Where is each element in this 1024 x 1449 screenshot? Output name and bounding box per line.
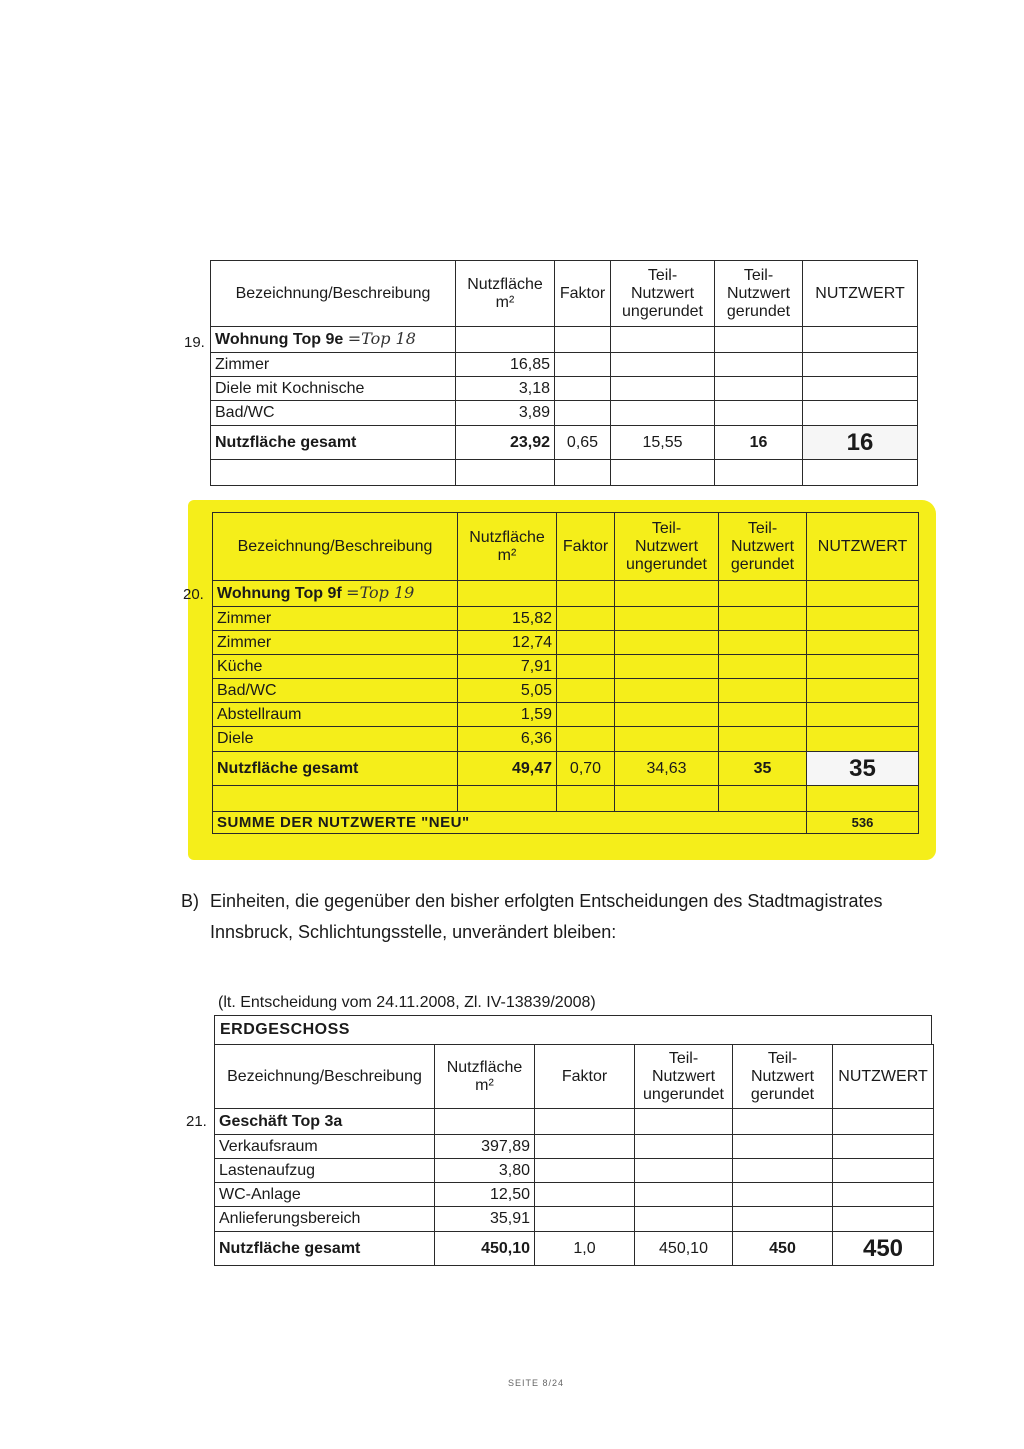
header-teil-ungerundet: Teil- Nutzwert ungerundet bbox=[611, 261, 715, 327]
total-row: Nutzfläche gesamt 23,92 0,65 15,55 16 16 bbox=[211, 426, 918, 460]
table-row: Bad/WC 3,89 bbox=[211, 401, 918, 426]
floor-label: ERDGESCHOSS bbox=[220, 1021, 350, 1038]
table-row: Abstellraum 1,59 bbox=[213, 703, 919, 727]
header-factor: Faktor bbox=[555, 261, 611, 327]
nutzwert-value: 450 bbox=[833, 1232, 934, 1266]
table-row: Zimmer 12,74 bbox=[213, 631, 919, 655]
handwritten-note: =Top 18 bbox=[347, 329, 416, 348]
table-row: Lastenaufzug 3,80 bbox=[215, 1159, 934, 1183]
page-number: SEITE 8/24 bbox=[508, 1378, 565, 1388]
spacer-row bbox=[211, 460, 918, 486]
unit-title: Wohnung Top 9f =Top 19 bbox=[213, 581, 458, 607]
table-header-row bbox=[211, 261, 918, 327]
unit-21-table bbox=[214, 1044, 934, 1266]
section-b-marker: B) bbox=[181, 891, 199, 911]
row-number: 19. bbox=[184, 334, 205, 351]
sum-row bbox=[213, 812, 919, 834]
decision-reference: (lt. Entscheidung vom 24.11.2008, Zl. IV-13839/2008) bbox=[218, 994, 596, 1011]
sum-label: SUMME DER NUTZWERTE "NEU" bbox=[213, 812, 807, 834]
unit-20-table bbox=[212, 512, 919, 834]
row-number: 21. bbox=[186, 1113, 207, 1130]
table-row: WC-Anlage 12,50 bbox=[215, 1183, 934, 1207]
unit-19-table bbox=[210, 260, 918, 486]
table-row: Küche 7,91 bbox=[213, 655, 919, 679]
table-row: Diele mit Kochnische 3,18 bbox=[211, 377, 918, 401]
unit-title-row bbox=[215, 1109, 934, 1135]
table-row: Zimmer 16,85 bbox=[211, 353, 918, 377]
total-row: Nutzfläche gesamt 49,47 0,70 34,63 35 35 bbox=[213, 752, 919, 786]
table-row: Verkaufsraum 397,89 bbox=[215, 1135, 934, 1159]
handwritten-note: =Top 19 bbox=[346, 583, 415, 602]
unit-title-row bbox=[211, 327, 918, 353]
unit-title-row bbox=[213, 581, 919, 607]
row-number: 20. bbox=[183, 586, 204, 603]
unit-title: Wohnung Top 9e =Top 18 bbox=[211, 327, 456, 353]
header-nutzwert: NUTZWERT bbox=[803, 261, 918, 327]
header-desc: Bezeichnung/Beschreibung bbox=[211, 261, 456, 327]
table-row: Diele 6,36 bbox=[213, 727, 919, 752]
sum-value: 536 bbox=[807, 812, 919, 834]
header-area: Nutzfläche m² bbox=[456, 261, 555, 327]
table-row: Bad/WC 5,05 bbox=[213, 679, 919, 703]
floor-header bbox=[214, 1015, 932, 1045]
unit-title: Geschäft Top 3a bbox=[215, 1109, 435, 1135]
nutzwert-value: 16 bbox=[803, 426, 918, 460]
total-row: Nutzfläche gesamt 450,10 1,0 450,10 450 450 bbox=[215, 1232, 934, 1266]
table-row: Zimmer 15,82 bbox=[213, 607, 919, 631]
section-b-text: Einheiten, die gegenüber den bisher erfolgten Entscheidungen des Stadtmagistrates Innsbruck, Schlichtungsstelle, unverändert bleiben: bbox=[210, 891, 883, 942]
nutzwert-value: 35 bbox=[807, 752, 919, 786]
spacer-row bbox=[213, 786, 919, 812]
table-row: Anlieferungsbereich 35,91 bbox=[215, 1207, 934, 1232]
table-header-row: Bezeichnung/Beschreibung Nutzfläche m² Faktor Teil- Nutzwert ungerundet Teil- Nutzwert gerundet NUTZWERT bbox=[215, 1045, 934, 1109]
table-header-row: Bezeichnung/Beschreibung Nutzfläche m² Faktor Teil- Nutzwert ungerundet Teil- Nutzwert gerundet NUTZWERT bbox=[213, 513, 919, 581]
header-teil-gerundet: Teil- Nutzwert gerundet bbox=[715, 261, 803, 327]
